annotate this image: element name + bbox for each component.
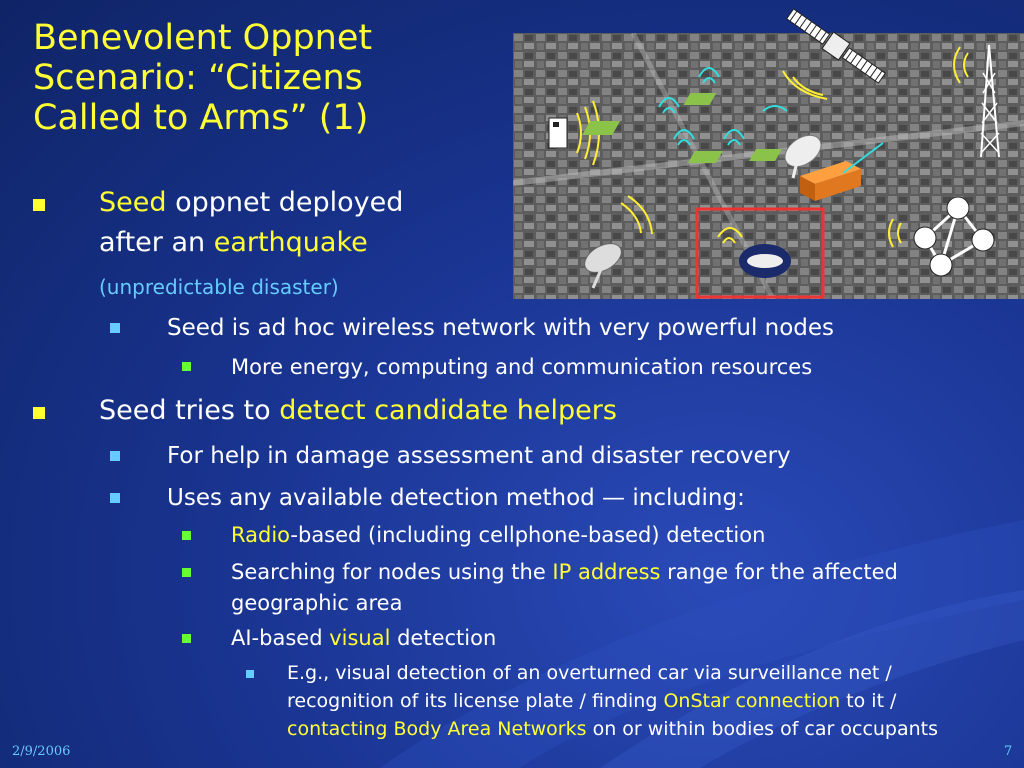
bullet-marker-l3	[182, 568, 191, 577]
bullet-text: to it /	[840, 690, 897, 712]
bullet-detect-helpers	[99, 394, 617, 428]
title-line-1: Benevolent Oppnet	[33, 18, 373, 58]
title-line-2: Scenario: “Citizens	[33, 58, 363, 98]
bullet-ip-address-line2: geographic area	[231, 591, 403, 615]
onstar-term: OnStar connection	[663, 690, 841, 712]
bullet-radio-detection	[231, 520, 765, 550]
bullet-ai-visual	[231, 623, 496, 653]
bullet-text: on or within bodies of car occupants	[586, 718, 939, 740]
radio-term: Radio	[231, 523, 291, 547]
visual-term: visual	[329, 626, 391, 650]
body-area-networks-term: contacting Body Area Networks	[287, 718, 587, 740]
footer-date: 2/9/2006	[12, 744, 71, 759]
bullet-marker-l1	[33, 199, 45, 211]
bullet-detection-methods: Uses any available detection method — including:	[167, 485, 745, 511]
bullet-more-energy: More energy, computing and communication resources	[231, 355, 813, 379]
title-line-3: Called to Arms” (1)	[33, 98, 369, 138]
bullet-text: range for the affected	[660, 560, 898, 584]
bullet-text: Searching for nodes using the	[231, 560, 553, 584]
bullet-seed-deployed-line2	[99, 226, 368, 260]
bullet-seed-deployed	[99, 186, 403, 220]
bullet-example-line1: E.g., visual detection of an overturned car via surveillance net /	[287, 662, 892, 684]
bullet-marker-l1	[33, 407, 45, 419]
bullet-damage-assessment: For help in damage assessment and disaster recovery	[167, 443, 791, 469]
bullet-marker-l2	[110, 493, 120, 503]
footer-page-number: 7	[1004, 744, 1013, 759]
bullet-marker-l3	[182, 362, 191, 371]
bullet-marker-l2	[110, 451, 120, 461]
bullet-marker-l3	[182, 531, 191, 540]
bullet-text: -based (including cellphone-based) detection	[290, 523, 766, 547]
bullet-marker-l4	[246, 670, 254, 678]
bullet-text: Seed tries to	[99, 395, 280, 426]
ip-address-term: IP address	[552, 560, 661, 584]
bullet-text: AI-based	[231, 626, 330, 650]
bullet-example-line3	[287, 715, 938, 743]
bullet-text: after an	[99, 227, 214, 258]
bullet-text: oppnet deployed	[166, 187, 404, 218]
bullet-marker-l2	[110, 323, 120, 333]
bullet-seed-adhoc: Seed is ad hoc wireless network with very powerful nodes	[167, 315, 835, 341]
bullet-text: detection	[390, 626, 497, 650]
earthquake-term: earthquake	[213, 227, 368, 258]
bullet-example-line2	[287, 687, 896, 715]
seed-term: Seed	[99, 187, 167, 218]
bullet-text: recognition of its license plate / finding	[287, 690, 664, 712]
bullet-ip-address	[231, 557, 898, 587]
detect-helpers-term: detect candidate helpers	[279, 395, 617, 426]
bullet-marker-l3	[182, 634, 191, 643]
unpredictable-disaster-note: (unpredictable disaster)	[99, 275, 339, 299]
